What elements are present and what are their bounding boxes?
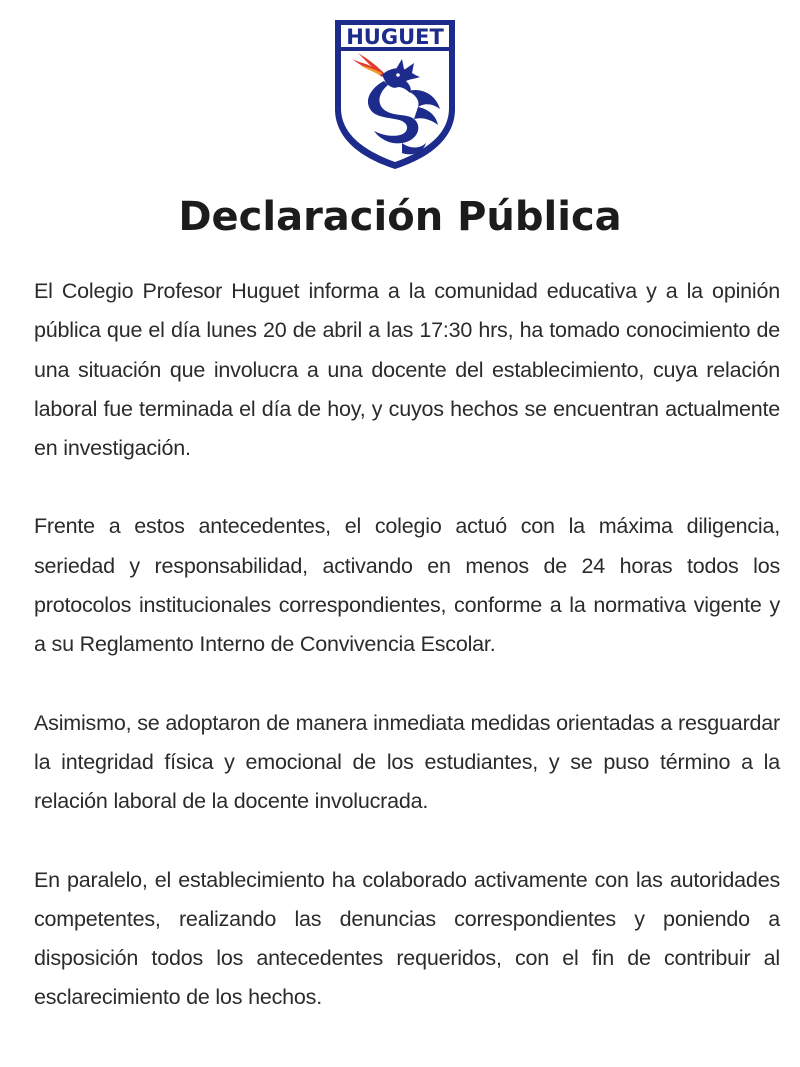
logo-text: HUGUET (346, 25, 444, 49)
page-title: Declaración Pública (178, 194, 622, 240)
dragon-crest-icon (332, 17, 458, 172)
paragraph-2: Frente a estos antecedentes, el colegio actuó con la máxima diligencia, seriedad y responsabilidad, activando en menos de 24 horas todos los protocolos institucionales correspondientes, conforme a la normativa vigente y a su Reglamento Interno de Convivencia Escolar. (34, 514, 780, 657)
paragraph-4: En paralelo, el establecimiento ha colaborado activamente con las autoridades competentes, realizando las denuncias correspondientes y poniendo a disposición todos los antecedentes requeridos, con el fin de contribuir al esclarecimiento de los hechos. (34, 867, 780, 1010)
school-crest-logo (332, 17, 458, 172)
paragraph-1: El Colegio Profesor Huguet informa a la comunidad educativa y a la opinión pública que el día lunes 20 de abril a las 17:30 hrs, ha tomado conocimiento de una situación que involucra a una docente del establecimiento, cuya relación laboral fue terminada el día de hoy, y cuyos hechos se encuentran actualmente en investigación. (34, 279, 780, 461)
statement-body (34, 272, 780, 1057)
paragraph-3: Asimismo, se adoptaron de manera inmediata medidas orientadas a resguardar la integridad física y emocional de los estudiantes, y se puso término a la relación laboral de la docente involucrada. (34, 710, 780, 814)
